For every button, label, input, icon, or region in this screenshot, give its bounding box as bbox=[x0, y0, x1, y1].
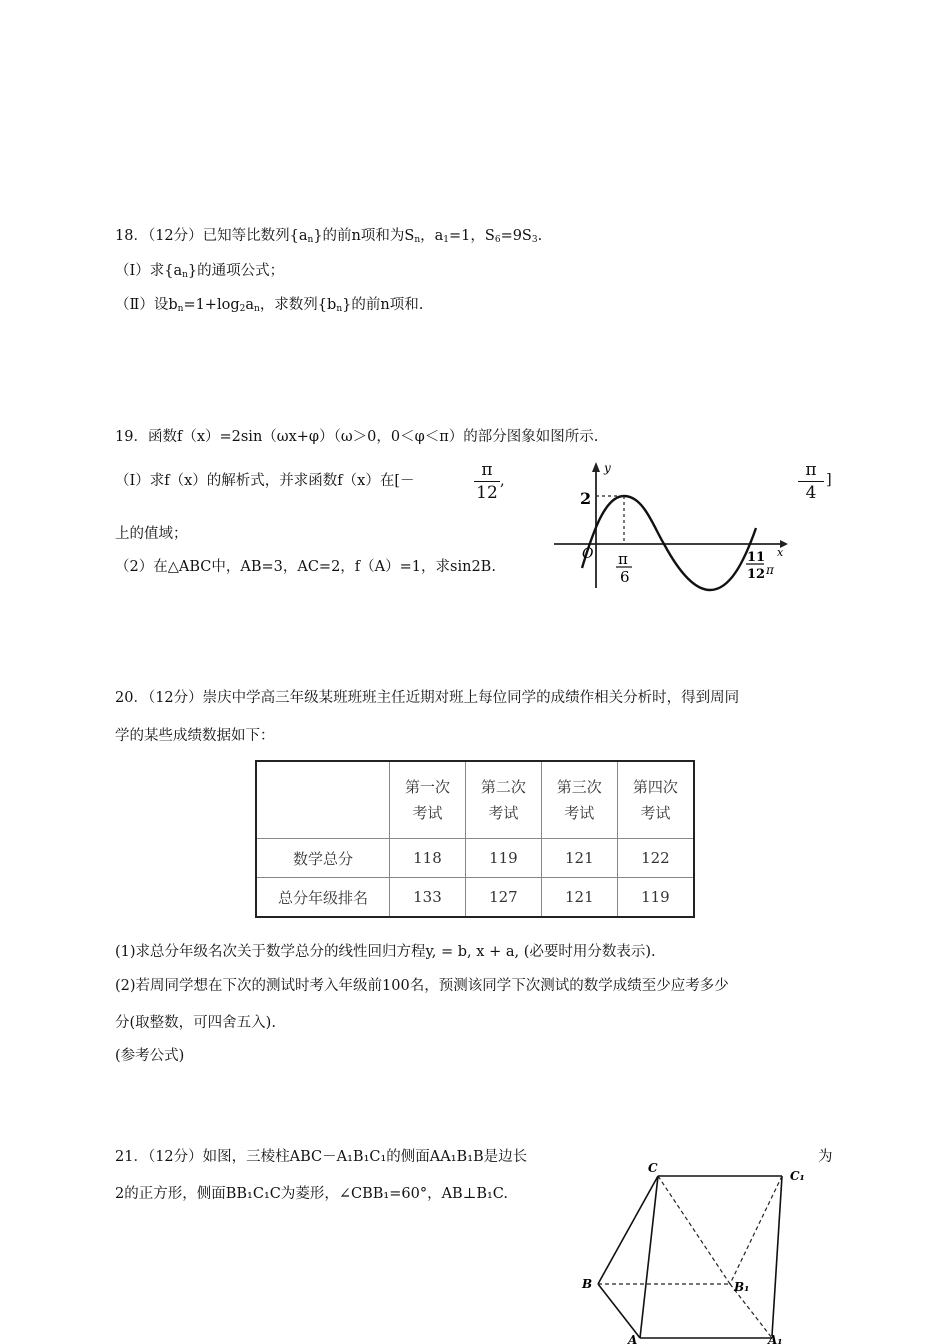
q18-stem: 18．（12分）已知等比数列$\{a_n\}$的前n项和为$S_n$，$a_1=1$，$S_6=9S_3$. bbox=[115, 228, 543, 245]
q21-stem-line1-tail: 为 bbox=[818, 1149, 833, 1165]
edge-BA bbox=[598, 1284, 640, 1338]
table-header-cell: 第一次 考试 bbox=[390, 761, 466, 839]
q18-part2: （Ⅱ）设$b_n=1+\log_2a_n$，求数列$\{b_n\}$的前n项和. bbox=[115, 297, 424, 314]
fraction-pi-over-4: π 4 bbox=[798, 460, 824, 503]
table-cell: 122 bbox=[617, 839, 694, 878]
origin-label: O bbox=[582, 546, 594, 562]
vertex-C-label: C bbox=[648, 1161, 658, 1175]
q20-part2-line1: (2)若周同学想在下次的测试时考入年级前100名，预测该同学下次测试的数学成绩至少应考多少 bbox=[115, 978, 729, 994]
vertex-A-label: A bbox=[628, 1333, 638, 1344]
table-row bbox=[256, 878, 694, 918]
q20-reference: (参考公式) bbox=[115, 1048, 185, 1064]
vertex-B-label: B bbox=[582, 1277, 593, 1291]
x-axis-label: x bbox=[777, 546, 784, 559]
table-row-label: 数学总分 bbox=[256, 839, 390, 878]
vertex-C1-label: C₁ bbox=[790, 1169, 805, 1183]
edge-C1B1-dashed bbox=[730, 1176, 782, 1284]
q19-sine-graph bbox=[548, 458, 788, 598]
q19-stem: 19．函数f（x）=2sin（ωx+φ）（ω＞0，0＜φ＜π）的部分图象如图所示. bbox=[115, 429, 599, 445]
q19-part2: （2）在△ABC中，AB=3，AC=2，f（A）=1，求sin2B. bbox=[115, 559, 496, 575]
table-cell: 133 bbox=[390, 878, 466, 918]
q21-stem-line1: 21．（12分）如图，三棱柱ABC－A₁B₁C₁的侧面AA₁B₁B是边长 bbox=[115, 1149, 528, 1165]
edge-CB bbox=[598, 1176, 658, 1284]
vertex-A1-label: A₁ bbox=[768, 1333, 783, 1344]
y-tick-2: 2 bbox=[580, 489, 592, 508]
table-header-cell: 第二次 考试 bbox=[465, 761, 541, 839]
table-row bbox=[256, 839, 694, 878]
table-cell: 119 bbox=[617, 878, 694, 918]
q20-part1: (1)求总分年级名次关于数学总分的线性回归方程y, = b, x + a, (必要时用分数表示). bbox=[115, 944, 656, 960]
table-row-label: 总分年级排名 bbox=[256, 878, 390, 918]
q20-part2-line2: 分(取整数，可四舍五入). bbox=[115, 1015, 276, 1031]
table-cell: 121 bbox=[541, 839, 617, 878]
table-cell: 119 bbox=[465, 839, 541, 878]
table-cell: 118 bbox=[390, 839, 466, 878]
table-header-row bbox=[256, 761, 694, 839]
q20-stem-line1: 20．（12分）崇庆中学高三年级某班班班主任近期对班上每位同学的成绩作相关分析时，得到周同 bbox=[115, 690, 740, 706]
x-tick-12-den: 12 bbox=[747, 567, 766, 582]
table-header-cell: 第四次 考试 bbox=[617, 761, 694, 839]
table-header-cell: 第三次 考试 bbox=[541, 761, 617, 839]
q19-part1-cont: 上的值域； bbox=[115, 526, 188, 542]
scores-table bbox=[255, 760, 695, 918]
q18-part1: （Ⅰ）求$\{a_n\}$的通项公式； bbox=[115, 263, 285, 280]
table-cell: 127 bbox=[465, 878, 541, 918]
q19-part1: （I）求f（x）的解析式，并求函数f（x）在[－ bbox=[115, 473, 415, 489]
edge-CB1-dashed bbox=[658, 1176, 730, 1284]
x-tick-pi-over-6-num: π bbox=[618, 550, 628, 568]
q21-prism-figure bbox=[570, 1160, 820, 1344]
sine-curve bbox=[582, 496, 756, 590]
q19-comma: , bbox=[500, 473, 505, 489]
edge-CA bbox=[640, 1176, 658, 1338]
fraction-pi-over-12: π 12 bbox=[474, 460, 500, 503]
x-tick-pi-over-6-den: 6 bbox=[620, 568, 630, 586]
edge-C1A1 bbox=[772, 1176, 782, 1336]
q20-stem-line2: 学的某些成绩数据如下： bbox=[115, 728, 275, 744]
q21-stem-line2: 2的正方形，侧面BB₁C₁C为菱形，∠CBB₁=60°，AB⊥B₁C. bbox=[115, 1186, 508, 1202]
vertex-B1-label: B₁ bbox=[734, 1280, 750, 1294]
y-axis-arrow-icon bbox=[592, 462, 600, 472]
x-tick-pi: π bbox=[766, 563, 774, 577]
table-corner-cell bbox=[256, 761, 390, 839]
x-tick-11-num: 11 bbox=[747, 550, 766, 565]
table-cell: 121 bbox=[541, 878, 617, 918]
y-axis-label: y bbox=[604, 461, 611, 475]
q19-bracket-close: ] bbox=[826, 472, 832, 488]
